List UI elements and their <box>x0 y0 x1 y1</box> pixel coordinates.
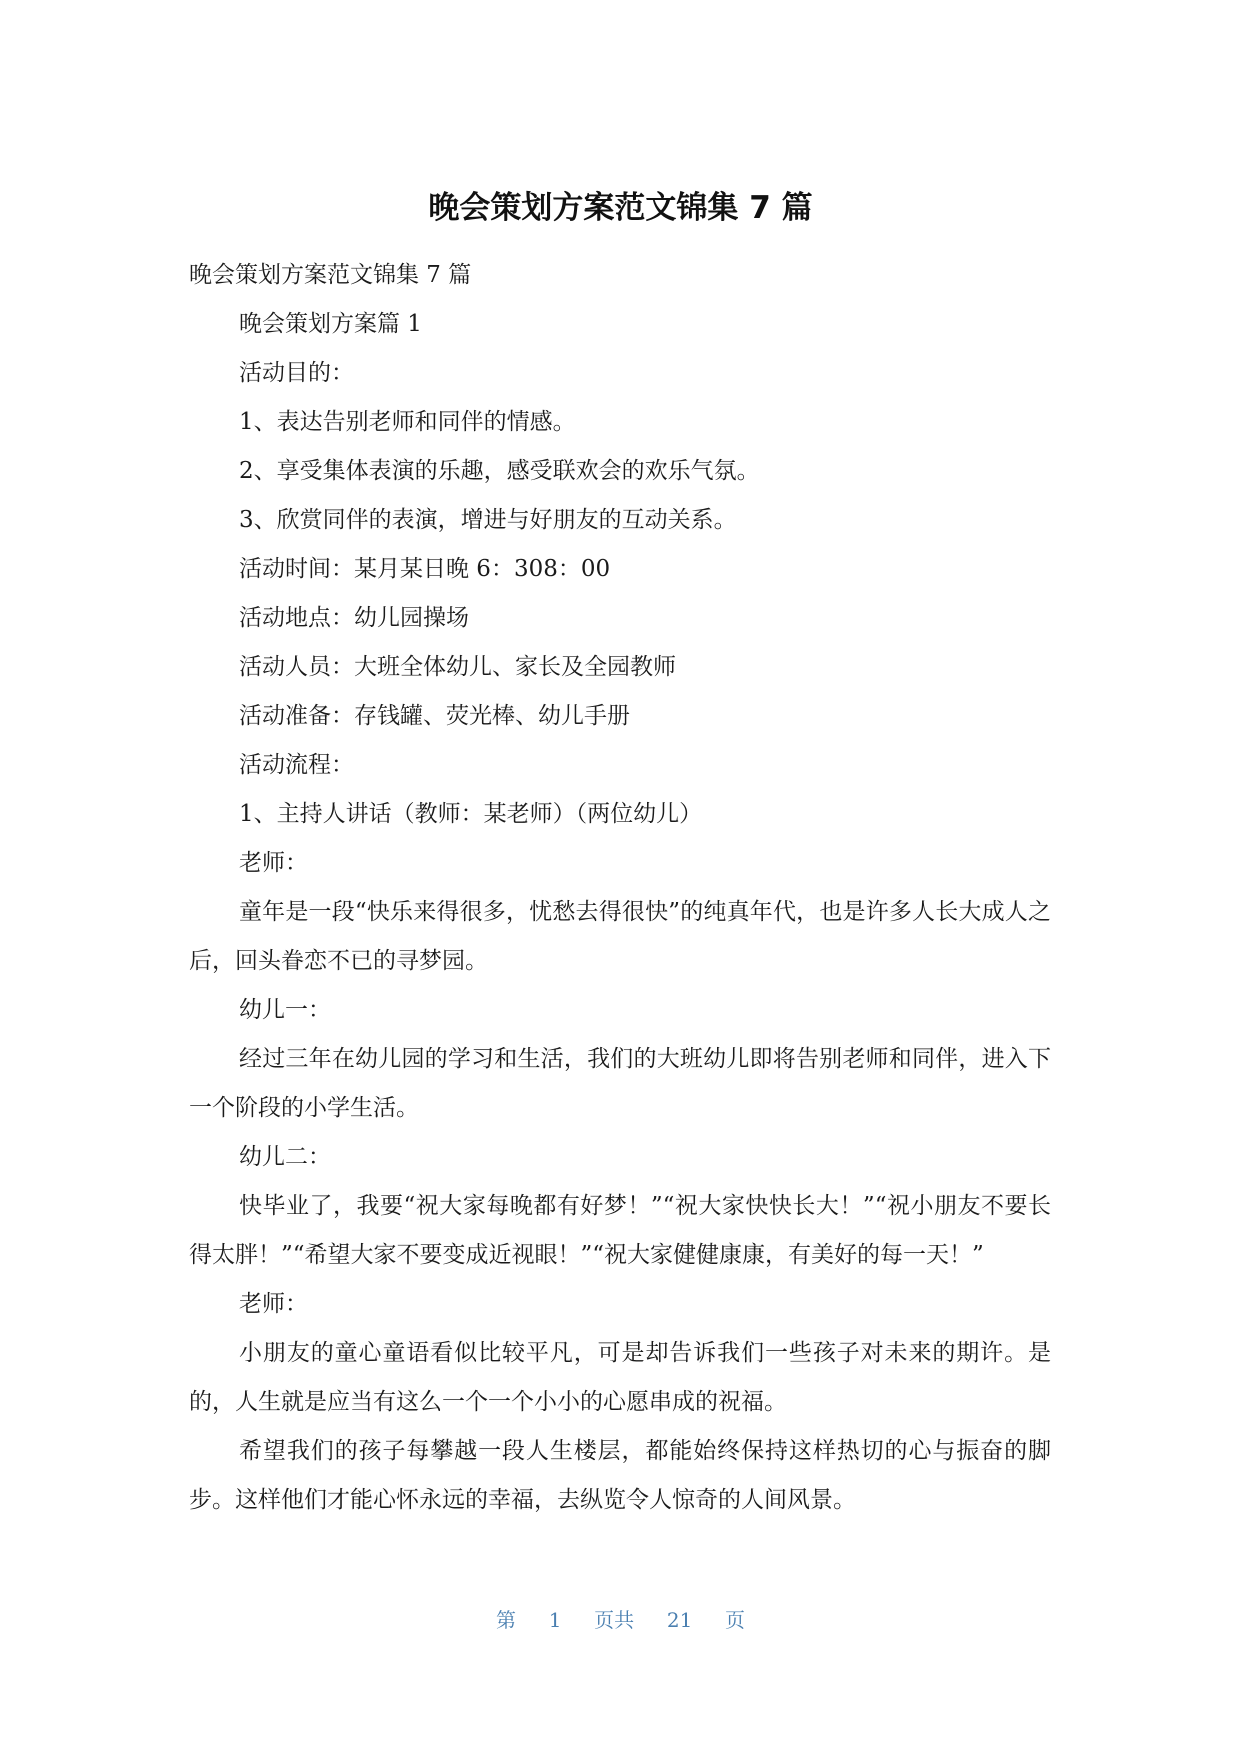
activity-prep: 活动准备：存钱罐、荧光棒、幼儿手册 <box>239 703 630 729</box>
flow-item: 1、主持人讲话（教师：某老师）（两位幼儿） <box>239 801 703 827</box>
footer-middle: 页共 <box>594 1608 635 1632</box>
speaker-label: 老师： <box>239 1291 308 1317</box>
footer-current-page: 1 <box>548 1608 562 1632</box>
flow-label: 活动流程： <box>239 752 354 778</box>
speaker-label: 幼儿二： <box>239 1144 331 1170</box>
footer-prefix: 第 <box>495 1608 516 1632</box>
page-title: 晚会策划方案范文锦集 7 篇 <box>428 190 813 226</box>
page-footer <box>0 1606 1241 1634</box>
body-paragraph: 小朋友的童心童语看似比较平凡，可是却告诉我们一些孩子对未来的期许。是的，人生就是应当有这么一个一个小小的心愿串成的祝福。 <box>189 1340 1051 1415</box>
activity-place: 活动地点：幼儿园操场 <box>239 605 469 631</box>
document-subtitle: 晚会策划方案范文锦集 7 篇 <box>189 262 472 288</box>
footer-suffix: 页 <box>725 1608 746 1632</box>
speaker-label: 幼儿一： <box>239 997 331 1023</box>
goal-item: 3、欣赏同伴的表演，增进与好朋友的互动关系。 <box>239 507 737 533</box>
body-paragraph: 经过三年在幼儿园的学习和生活，我们的大班幼儿即将告别老师和同伴，进入下一个阶段的小学生活。 <box>189 1046 1051 1121</box>
body-paragraph: 快毕业了，我要“祝大家每晚都有好梦！”“祝大家快快长大！”“祝小朋友不要长得太胖！”“希望大家不要变成近视眼！”“祝大家健健康康，有美好的每一天！” <box>189 1193 1051 1268</box>
activity-time: 活动时间：某月某日晚 6：308：00 <box>239 556 611 582</box>
goal-item: 1、表达告别老师和同伴的情感。 <box>239 409 576 435</box>
section-heading: 晚会策划方案篇 1 <box>239 311 422 337</box>
body-paragraph: 希望我们的孩子每攀越一段人生楼层，都能始终保持这样热切的心与振奋的脚步。这样他们才能心怀永远的幸福，去纵览令人惊奇的人间风景。 <box>189 1438 1051 1513</box>
footer-total-pages: 21 <box>666 1608 693 1632</box>
document-body <box>189 251 1051 1525</box>
body-paragraph: 童年是一段“快乐来得很多，忧愁去得很快”的纯真年代，也是许多人长大成人之后，回头眷恋不已的寻梦园。 <box>189 899 1051 974</box>
speaker-label: 老师： <box>239 850 308 876</box>
activity-people: 活动人员：大班全体幼儿、家长及全园教师 <box>239 654 676 680</box>
goal-item: 2、享受集体表演的乐趣，感受联欢会的欢乐气氛。 <box>239 458 760 484</box>
goal-label: 活动目的： <box>239 360 354 386</box>
